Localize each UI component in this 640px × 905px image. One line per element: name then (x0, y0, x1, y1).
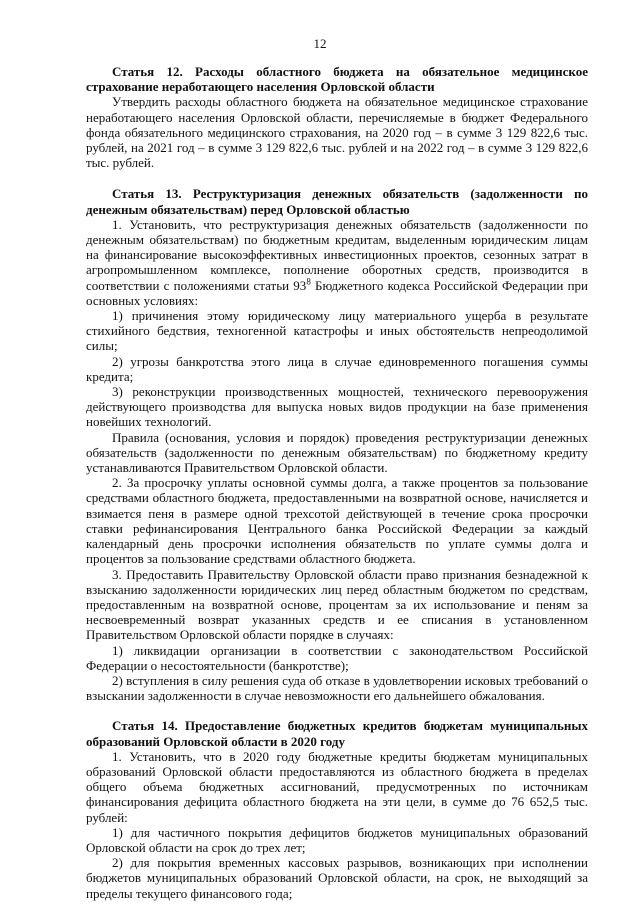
document-body (86, 64, 588, 901)
article-13-paragraph-3: 3. Предоставить Правительству Орловской области право признания безнадежной к взысканию задолженности юридических лиц перед областным бюджетом по средствам, предоставленным на возвратной основе, процентам за их использование и пеням за несвоевременный возврат указанных средств и ее списания в установленном Правительством Орловской области порядке в случаях: (86, 566, 588, 643)
article-13-paragraph-1 (86, 217, 588, 308)
article-13-item-1: 1) причинения этому юридическому лицу материального ущерба в результате стихийного бедствия, техногенной катастрофы и иных обстоятельств непреодолимой силы; (86, 308, 588, 354)
page-number: 12 (313, 36, 327, 51)
article-12-paragraph: Утвердить расходы областного бюджета на обязательное медицинское страхование неработающего населения Орловской области, перечисляемые в бюджет Федерального фонда обязательного медицинского страхования, на 2020 год – в сумме 3 129 822,6 тыс. рублей, на 2021 год – в сумме 3 129 822,6 тыс. рублей и на 2022 год – в сумме 3 129 822,6 тыс. рублей. (86, 94, 588, 171)
article-13-case-2: 2) вступления в силу решения суда об отказе в удовлетворении исковых требований о взыскании задолженности в случае невозможности его дальнейшего обжалования. (86, 672, 588, 704)
article-13-paragraph-2: 2. За просрочку уплаты основной суммы долга, а также процентов за пользование средствами областного бюджета, предоставленными на возвратной основе, начисляется и взимается пеня в размере одной трехсотой действующей в течение срока просрочки ставки рефинансирования Центрального банка Российской Федерации за каждый календарный день просрочки исполнения обязательств по уплате суммы долга и процентов за пользование средствами областного бюджета. (86, 475, 588, 567)
article-13-rules-paragraph: Правила (основания, условия и порядок) проведения реструктуризации денежных обязательств (задолженности по денежным обязательствам) по бюджетному кредиту устанавливаются Правительством Орловской области. (86, 429, 588, 476)
article-13-p1-text-end: Бюджетного кодекса Российской Федерации при основных условиях: (86, 277, 588, 308)
article-14-item-2: 2) для покрытия временных кассовых разрывов, возникающих при исполнении бюджетов муниципальных образований Орловской области, на срок, не выходящий за пределы текущего финансового года; (86, 855, 588, 901)
article-13-p1-superscript: 8 (306, 276, 311, 287)
article-13-title: Статья 13. Реструктуризация денежных обязательств (задолженности по денежным обязательствам) перед Орловской областью (86, 186, 588, 217)
article-13-item-2: 2) угрозы банкротства этого лица в случае единовременного погашения суммы кредита; (86, 353, 588, 384)
article-14-title: Статья 14. Предоставление бюджетных кредитов бюджетам муниципальных образований Орловской области в 2020 году (86, 718, 588, 749)
article-14-paragraph-1: 1. Установить, что в 2020 году бюджетные кредиты бюджетам муниципальных образований Орловской области предоставляются из областного бюджета в пределах общего объема бюджетных ассигнований, предусмотренных по источникам финансирования дефицита областного бюджета на эти цели, в сумме до 76 652,5 тыс. рублей: (86, 748, 588, 825)
article-14-item-1: 1) для частичного покрытия дефицитов бюджетов муниципальных образований Орловской области на срок до трех лет; (86, 824, 588, 855)
article-13-p1-text: 1. Установить, что реструктуризация денежных обязательств (задолженности по денежным обязательствам) по бюджетным кредитам, выделенным юридическим лицам на финансирование высокоэффективных инвестиционных проектов, сезонных затрат в агропромышленном комплексе, пополнение оборотных средств, производится в соответствии с положениями статьи 93 (86, 216, 588, 293)
article-12-title: Статья 12. Расходы областного бюджета на обязательное медицинское страхование неработающего населения Орловской области (86, 64, 588, 95)
article-13-case-1: 1) ликвидации организации в соответствии с законодательством Российской Федерации о несостоятельности (банкротстве); (86, 642, 588, 673)
article-13-item-3: 3) реконструкции производственных мощностей, технического перевооружения действующего производства для выпуска новых видов продукции на базе применения новейших технологий. (86, 384, 588, 430)
